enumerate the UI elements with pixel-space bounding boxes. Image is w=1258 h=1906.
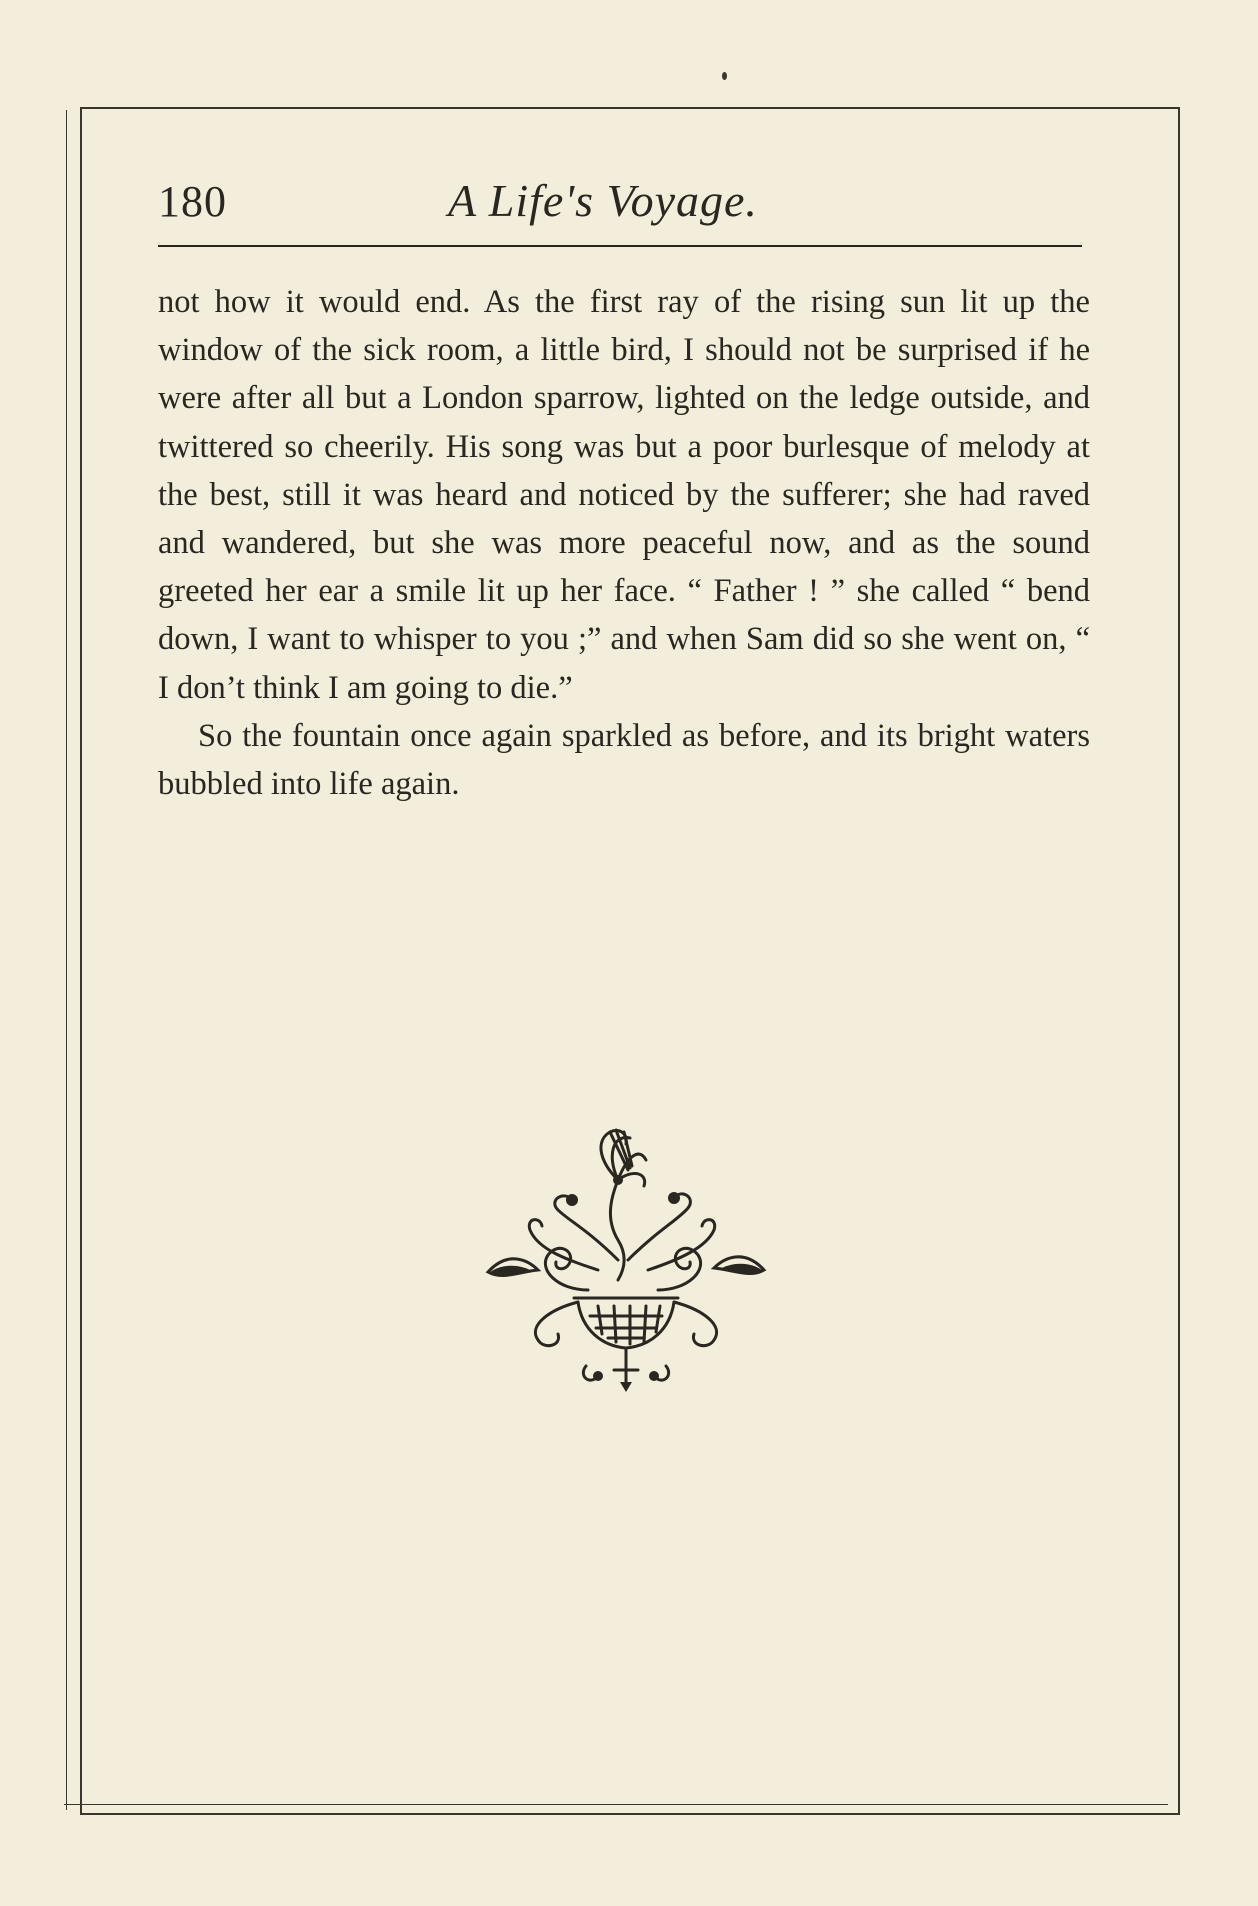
paragraph: So the fountain once again sparkled as before, and its bright waters bubbled into life again. (158, 717, 1090, 803)
header-rule (158, 245, 1082, 247)
running-title: A Life's Voyage. (448, 175, 758, 226)
floral-urn-vignette-icon (478, 1120, 774, 1400)
page-border-left-rule (66, 110, 67, 1810)
paragraph: not how it would end. As the first ray of the rising sun lit up the window of the sick room, a little bird, I should not be surprised if he were after all but a London sparrow, lighted on the ledge outside, and twittered so cheerily. His song was but a poor burlesque of melody at the best, still it was heard and noticed by the sufferer; she had raved and wandered, but she was more peaceful now, and as the sound greeted her ear a smile lit up her face. “ Father ! ” she called “ bend down, I want to whisper to you ;” and when Sam did so she went on, “ I don’t think I am going to die.” (158, 284, 1090, 706)
running-head (158, 176, 1078, 246)
ink-speck (722, 72, 727, 80)
page-number: 180 (158, 177, 227, 226)
body-text (158, 278, 1090, 808)
page-border-bottom-rule (64, 1804, 1168, 1805)
